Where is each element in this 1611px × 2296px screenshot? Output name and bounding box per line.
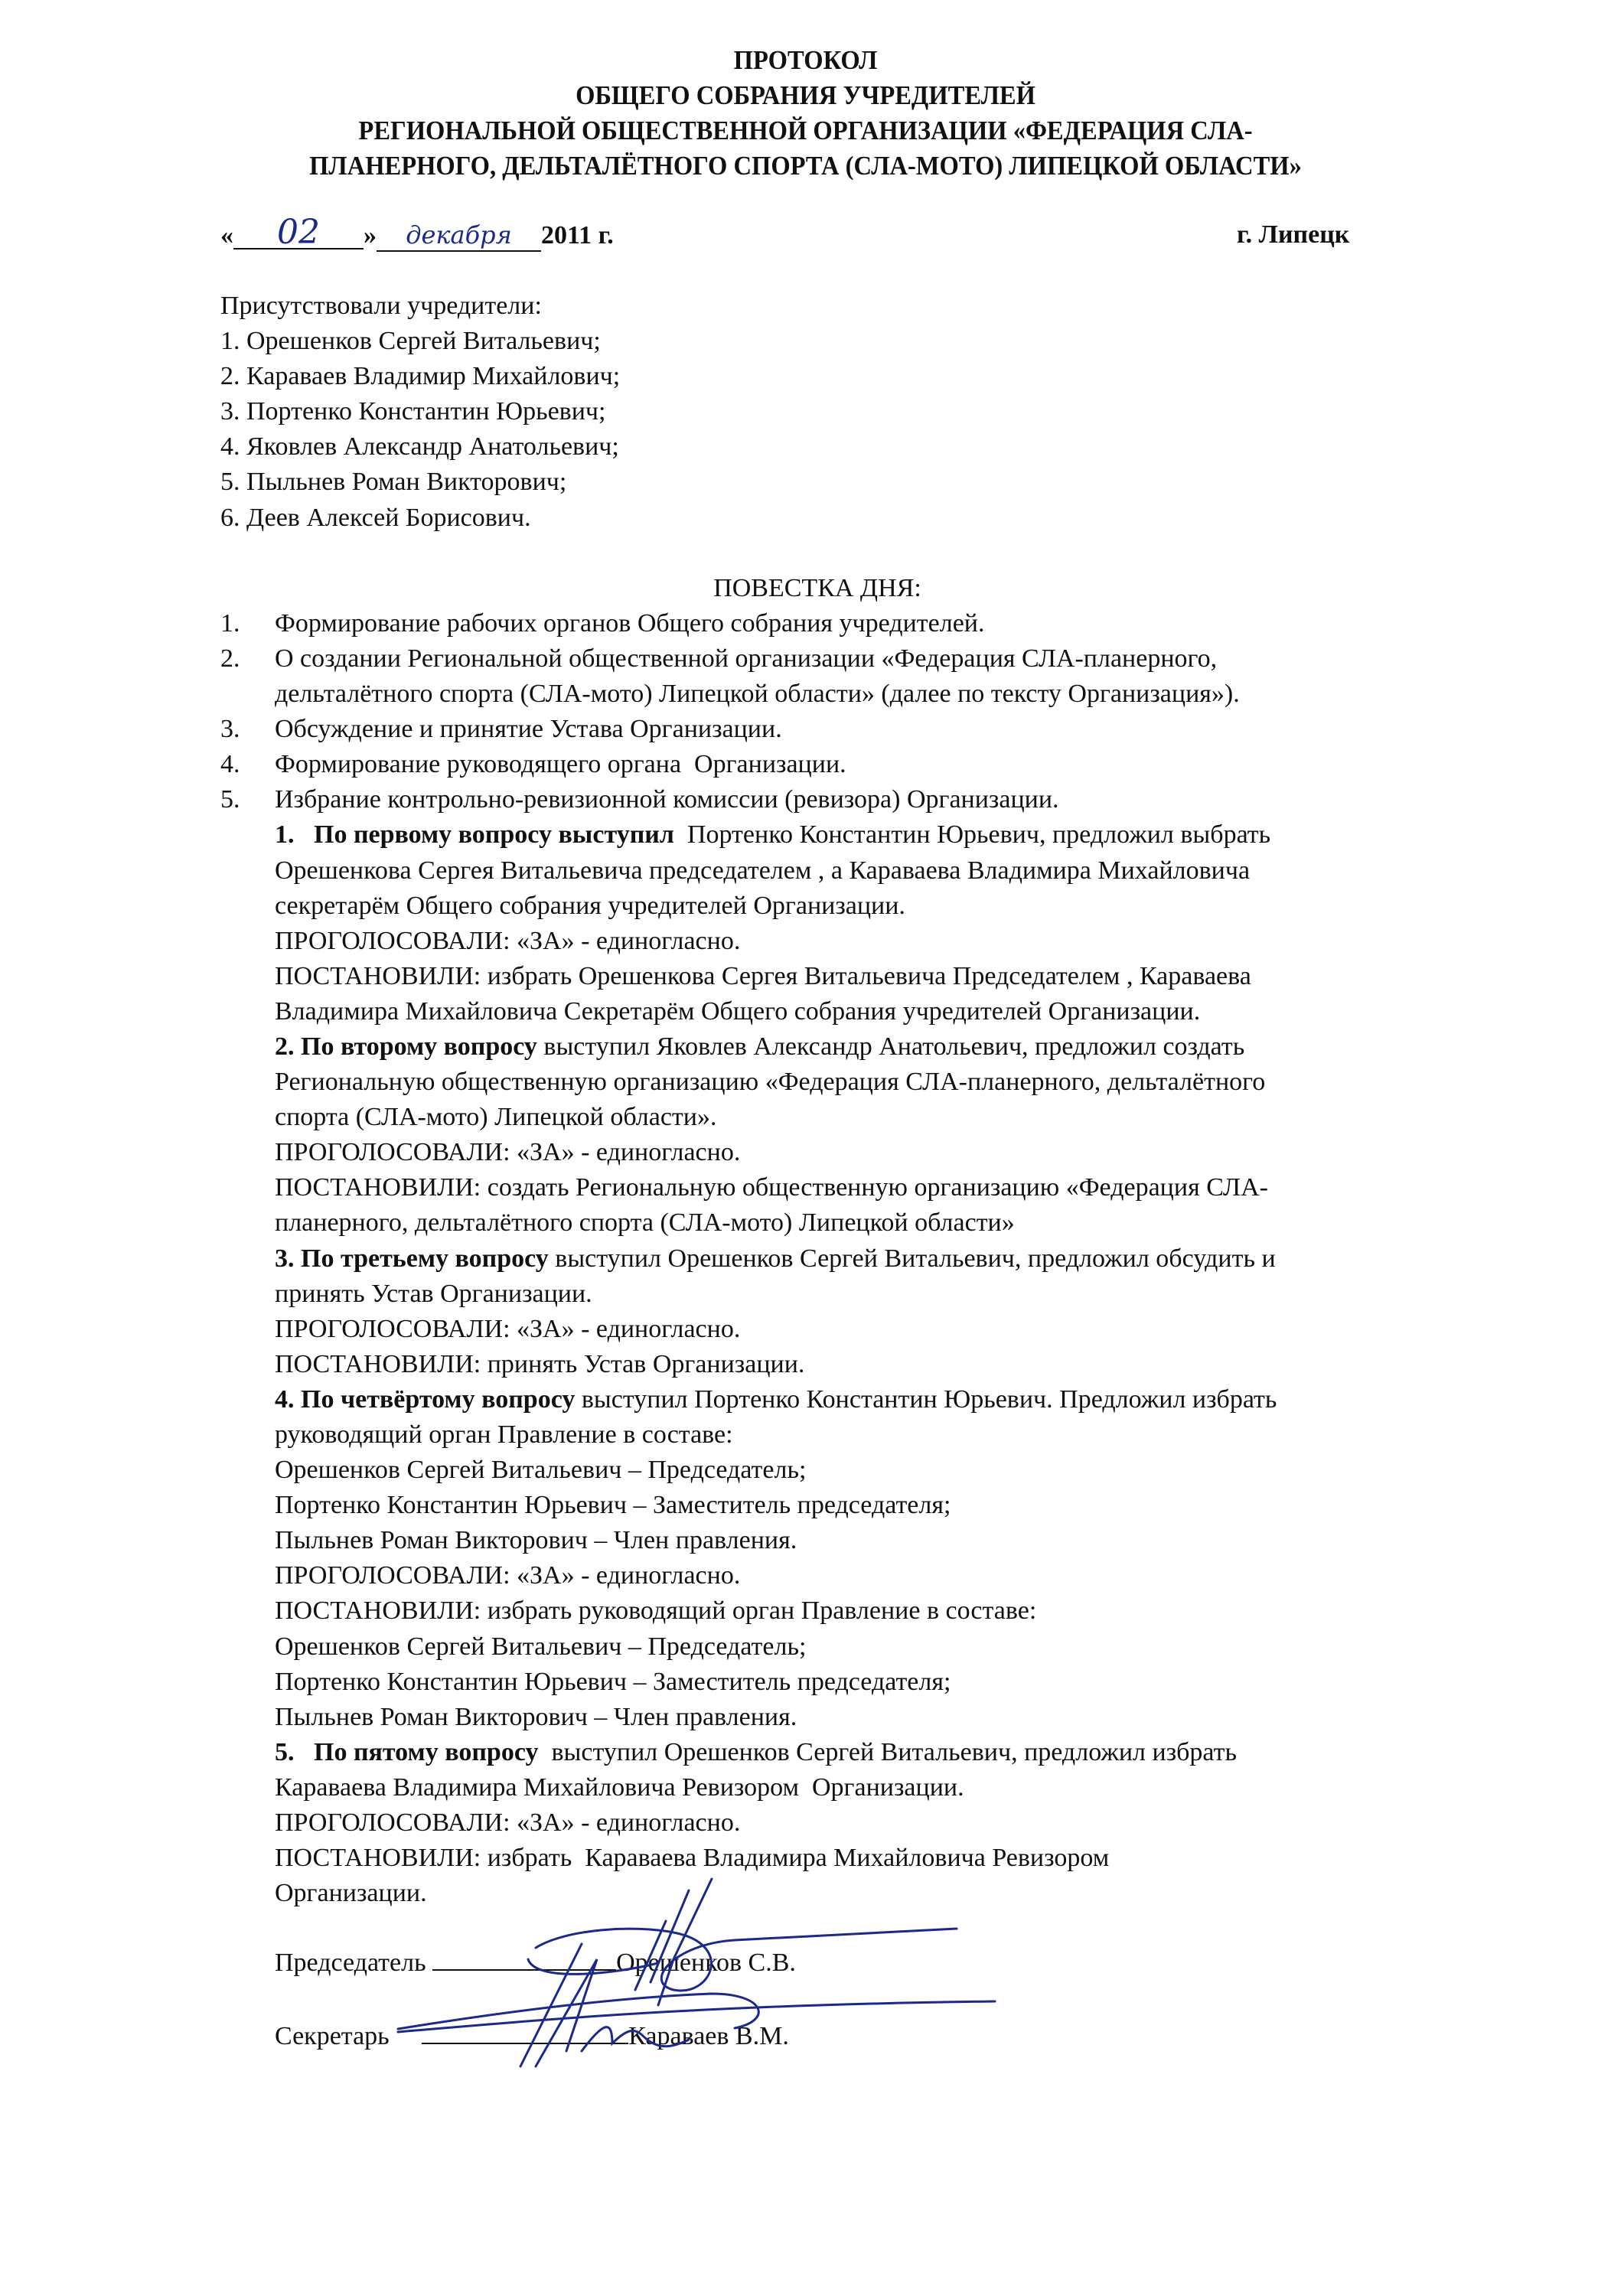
agenda-item <box>220 677 1567 712</box>
discussion-text: ПОСТАНОВИЛИ: принять Устав Организации. <box>275 1349 805 1378</box>
agenda-item-number: 3. <box>220 715 240 744</box>
discussion-text: принять Устав Организации. <box>275 1279 592 1308</box>
discussion-text: ПРОГОЛОСОВАЛИ: «ЗА» - единогласно. <box>275 1561 741 1590</box>
discussion-text: ПОСТАНОВИЛИ: избрать Орешенкова Сергея Витальевича Председателем , Караваева <box>275 961 1251 990</box>
discussion-text: выступил Орешенков Сергей Витальевич, предложил избрать <box>544 1737 1238 1766</box>
discussion-line <box>220 1277 1567 1312</box>
discussion-line <box>220 853 1567 889</box>
founder-item: 6. Деев Алексей Борисович. <box>220 503 531 532</box>
discussion-line <box>220 1135 1567 1170</box>
discussion-text: выступил Портенко Константин Юрьевич. Предложил избрать <box>575 1384 1277 1414</box>
chair-signature-line <box>275 1945 796 1981</box>
title-line: ОБЩЕГО СОБРАНИЯ УЧРЕДИТЕЛЕЙ <box>576 80 1035 110</box>
chair-name: Орешенков С.В. <box>616 1949 796 1977</box>
agenda-item-text: дельталётного спорта (СЛА-мото) Липецкой области» (далее по тексту Организация»). <box>275 680 1240 709</box>
agenda-item <box>220 606 1567 641</box>
discussion-text: ПРОГОЛОСОВАЛИ: «ЗА» - единогласно. <box>275 1808 741 1838</box>
discussion-text: Пыльнев Роман Викторович – Член правления. <box>275 1526 797 1555</box>
discussion-text: Портенко Константин Юрьевич, предложил выбрать <box>680 820 1271 850</box>
discussion-line <box>220 1241 1567 1277</box>
document-body <box>220 289 1567 1911</box>
document-date <box>220 213 1368 253</box>
discussion-line <box>220 1700 1567 1735</box>
discussion-line <box>220 1665 1567 1700</box>
secretary-signature-line <box>275 2019 789 2054</box>
discussion-line <box>220 994 1567 1029</box>
discussion-text: Портенко Константин Юрьевич – Заместитель председателя; <box>275 1491 951 1520</box>
discussion-text: Орешенкова Сергея Витальевича председателем , а Караваева Владимира Михайловича <box>275 856 1251 885</box>
year: 2011 г. <box>541 221 614 249</box>
title-line: ПЛАНЕРНОГО, ДЕЛЬТАЛЁТНОГО СПОРТА (СЛА-МОТО) ЛИПЕЦКОЙ ОБЛАСТИ» <box>309 151 1302 181</box>
discussion-line <box>220 1453 1567 1488</box>
discussion-text: ПОСТАНОВИЛИ: создать Региональную общественную организацию «Федерация СЛА- <box>275 1173 1268 1202</box>
secretary-label: Секретарь <box>275 2022 390 2050</box>
discussion-text: выступил Яковлев Александр Анатольевич, предложил создать <box>536 1032 1245 1061</box>
agenda-item-number: 4. <box>220 750 240 779</box>
agenda-item <box>220 782 1567 817</box>
discussion-line <box>220 1770 1567 1805</box>
discussion-text: выступил Орешенков Сергей Витальевич, предложил обсудить и <box>548 1244 1276 1273</box>
discussion-text: Орешенков Сергей Витальевич – Председатель; <box>275 1632 807 1661</box>
discussion-text: планерного, дельталётного спорта (СЛА-мото) Липецкой области» <box>275 1208 1015 1238</box>
chair-label: Председатель <box>275 1949 426 1977</box>
agenda-item-number: 2. <box>220 644 240 673</box>
founder-item: 3. Портенко Константин Юрьевич; <box>220 397 606 426</box>
discussion-text: Региональную общественную организацию «Федерация СЛА-планерного, дельталётного <box>275 1068 1266 1097</box>
discussion-line <box>220 889 1567 924</box>
discussion-line <box>220 1841 1567 1876</box>
discussion-line <box>220 1488 1567 1523</box>
founder-item: 5. Пыльнев Роман Викторович; <box>220 468 567 497</box>
discussion-line <box>220 1100 1567 1135</box>
discussion-line <box>220 1029 1567 1065</box>
discussion-line <box>220 1805 1567 1841</box>
discussion-line <box>220 1382 1567 1417</box>
discussion-text: спорта (СЛА-мото) Липецкой области». <box>275 1103 717 1132</box>
founder-item: 4. Яковлев Александр Анатольевич; <box>220 432 619 461</box>
discussion-text: ПРОГОЛОСОВАЛИ: «ЗА» - единогласно. <box>275 926 741 955</box>
discussion-line <box>220 1629 1567 1665</box>
discussion-text: Владимира Михайловича Секретарём Общего собрания учредителей Организации. <box>275 996 1201 1026</box>
agenda-item-text: Формирование руководящего органа Организации. <box>275 750 846 779</box>
discussion-text: Портенко Константин Юрьевич – Заместитель председателя; <box>275 1667 951 1696</box>
quote: » <box>364 221 377 249</box>
agenda-item-number: 5. <box>220 785 240 814</box>
agenda-item <box>220 747 1567 782</box>
discussion-line <box>220 959 1567 994</box>
agenda-item-text: О создании Региональной общественной организации «Федерация СЛА-планерного, <box>275 644 1218 673</box>
signature-blank <box>432 1946 616 1971</box>
discussion-text: Организации. <box>275 1879 427 1908</box>
handwritten-month: декабря <box>377 220 541 252</box>
founder-item: 1. Орешенков Сергей Витальевич; <box>220 327 601 356</box>
present-heading: Присутствовали учредители: <box>220 292 542 320</box>
question-heading: 4. По четвёртому вопросу <box>275 1384 576 1414</box>
question-heading: 1. По первому вопросу выступил <box>275 820 681 850</box>
agenda-item-number: 1. <box>220 608 240 638</box>
title-line: РЕГИОНАЛЬНОЙ ОБЩЕСТВЕННОЙ ОРГАНИЗАЦИИ «ФЕДЕРАЦИЯ СЛА- <box>358 116 1253 145</box>
discussion-line <box>220 1312 1567 1347</box>
discussion-text: ПРОГОЛОСОВАЛИ: «ЗА» - единогласно. <box>275 1314 741 1343</box>
document-title <box>0 43 1611 184</box>
secretary-name: Караваев В.М. <box>628 2022 789 2050</box>
discussion-text: Пыльнев Роман Викторович – Член правления. <box>275 1702 797 1731</box>
discussion-line <box>220 1417 1567 1453</box>
agenda-item-text: Формирование рабочих органов Общего собрания учредителей. <box>275 608 985 638</box>
discussion-line <box>220 1205 1567 1241</box>
discussion-text: ПОСТАНОВИЛИ: избрать Караваева Владимира Михайловича Ревизором <box>275 1844 1110 1873</box>
discussion-text: Караваева Владимира Михайловича Ревизором Организации. <box>275 1773 964 1802</box>
discussion-line <box>220 1170 1567 1205</box>
discussion-text: ПРОГОЛОСОВАЛИ: «ЗА» - единогласно. <box>275 1138 741 1167</box>
discussion-line <box>220 924 1567 959</box>
blank-line <box>220 536 1567 571</box>
question-heading: 5. По пятому вопросу <box>275 1737 545 1766</box>
discussion-line <box>220 1558 1567 1593</box>
handwritten-day: 02 <box>233 217 364 249</box>
discussion-line <box>220 1065 1567 1100</box>
question-heading: 2. По второму вопросу <box>275 1032 537 1061</box>
agenda-item <box>220 641 1567 677</box>
discussion-text: ПОСТАНОВИЛИ: избрать руководящий орган Правление в составе: <box>275 1596 1037 1626</box>
founder-item: 2. Караваев Владимир Михайлович; <box>220 362 621 391</box>
discussion-line <box>220 1347 1567 1382</box>
agenda-item-text: Обсуждение и принятие Устава Организации. <box>275 715 782 744</box>
question-heading: 3. По третьему вопросу <box>275 1244 549 1273</box>
city: г. Липецк <box>1237 220 1350 249</box>
discussion-line <box>220 1876 1567 1911</box>
discussion-text: секретарём Общего собрания учредителей Организации. <box>275 891 905 920</box>
title-line: ПРОТОКОЛ <box>733 45 878 75</box>
signature-blank <box>422 2020 628 2044</box>
agenda-heading: ПОВЕСТКА ДНЯ: <box>713 573 921 602</box>
discussion-line <box>220 817 1567 853</box>
agenda-item <box>220 712 1567 747</box>
discussion-text: Орешенков Сергей Витальевич – Председатель; <box>275 1456 807 1485</box>
quote: « <box>220 221 233 249</box>
agenda-item-text: Избрание контрольно-ревизионной комиссии (ревизора) Организации. <box>275 785 1059 814</box>
discussion-line <box>220 1735 1567 1770</box>
discussion-line <box>220 1523 1567 1558</box>
discussion-line <box>220 1593 1567 1629</box>
discussion-text: руководящий орган Правление в составе: <box>275 1420 733 1449</box>
